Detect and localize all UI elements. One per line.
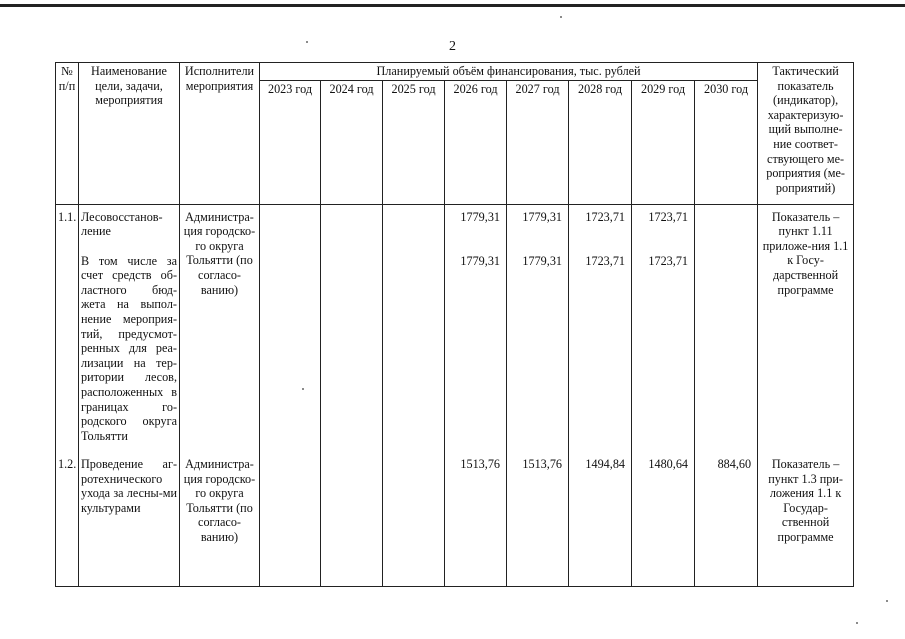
row-value: 1723,71	[585, 209, 625, 224]
row-value	[260, 456, 321, 586]
row-value-cell	[383, 204, 445, 456]
header-year: 2030 год	[695, 80, 758, 204]
scan-top-edge	[0, 4, 905, 7]
row-value: 1723,71	[648, 209, 688, 224]
row-value-cell	[260, 204, 321, 456]
table-row	[56, 456, 854, 586]
row-value	[383, 456, 445, 586]
header-indicator: Тактический показатель (индикатор), характеризую-щий выполне-ние соответ-ствующего ме-роприятия (ме-роприятий)	[758, 63, 854, 205]
header-year: 2024 год	[321, 80, 383, 204]
row-executor: Администра-ция городско-го округа Тольятти (по согласо-ванию)	[180, 204, 260, 456]
header-year: 2028 год	[569, 80, 632, 204]
header-year: 2023 год	[260, 80, 321, 204]
table-row	[56, 204, 854, 456]
header-year: 2025 год	[383, 80, 445, 204]
row-name: Проведение аг-ротехнического ухода за лесны-ми культурами	[79, 456, 180, 586]
row-indicator: Показатель – пункт 1.3 при-ложения 1.1 к Государ-ственной программе	[758, 456, 854, 586]
row-value-cell	[569, 204, 632, 456]
row-value	[321, 456, 383, 586]
row-sub-value: 1779,31	[522, 253, 562, 268]
row-num: 1.2.	[56, 456, 79, 586]
row-indicator: Показатель – пункт 1.11 приложе-ния 1.1 к Госу-дарственной программе	[758, 204, 854, 456]
row-value: 1779,31	[460, 209, 500, 224]
row-value: 1513,76	[445, 456, 507, 586]
row-name-cell	[79, 204, 180, 456]
row-value	[262, 210, 314, 254]
header-year: 2029 год	[632, 80, 695, 204]
row-value: 884,60	[695, 456, 758, 586]
row-name: Лесовосстанов-ление	[81, 209, 163, 239]
row-value	[697, 210, 751, 254]
row-sub-value: 1723,71	[648, 253, 688, 268]
row-value-cell	[695, 204, 758, 456]
scan-speck	[856, 622, 858, 624]
header-year: 2027 год	[507, 80, 569, 204]
row-value: 1513,76	[507, 456, 569, 586]
scan-speck	[886, 600, 888, 602]
row-sub-value: 1723,71	[585, 253, 625, 268]
header-financing: Планируемый объём финансирования, тыс. рублей	[260, 63, 758, 81]
header-year: 2026 год	[445, 80, 507, 204]
financing-table	[55, 62, 854, 587]
row-sub-name: В том числе за счет средств об-ластного бюд-жета на выпол-нение мероприя-тий, предусмот-ренных для реа-лизации на тер-ритории лесов, расположенных в границах го-родского округа Тольятти	[81, 253, 177, 443]
row-value	[385, 210, 438, 254]
row-executor: Администра-ция городско-го округа Тольятти (по согласо-ванию)	[180, 456, 260, 586]
scan-speck	[560, 16, 562, 18]
row-value: 1779,31	[522, 209, 562, 224]
row-value-cell	[507, 204, 569, 456]
row-value-cell	[445, 204, 507, 456]
page-number: 2	[449, 39, 456, 54]
row-value: 1494,84	[569, 456, 632, 586]
row-value-cell	[321, 204, 383, 456]
header-executors: Исполнители мероприятия	[180, 63, 260, 205]
header-num: № п/п	[56, 63, 79, 205]
row-value: 1480,64	[632, 456, 695, 586]
row-sub-value: 1779,31	[460, 253, 500, 268]
row-num: 1.1.	[56, 204, 79, 456]
row-value-cell	[632, 204, 695, 456]
row-value	[323, 210, 376, 254]
header-name: Наименование цели, задачи, мероприятия	[79, 63, 180, 205]
